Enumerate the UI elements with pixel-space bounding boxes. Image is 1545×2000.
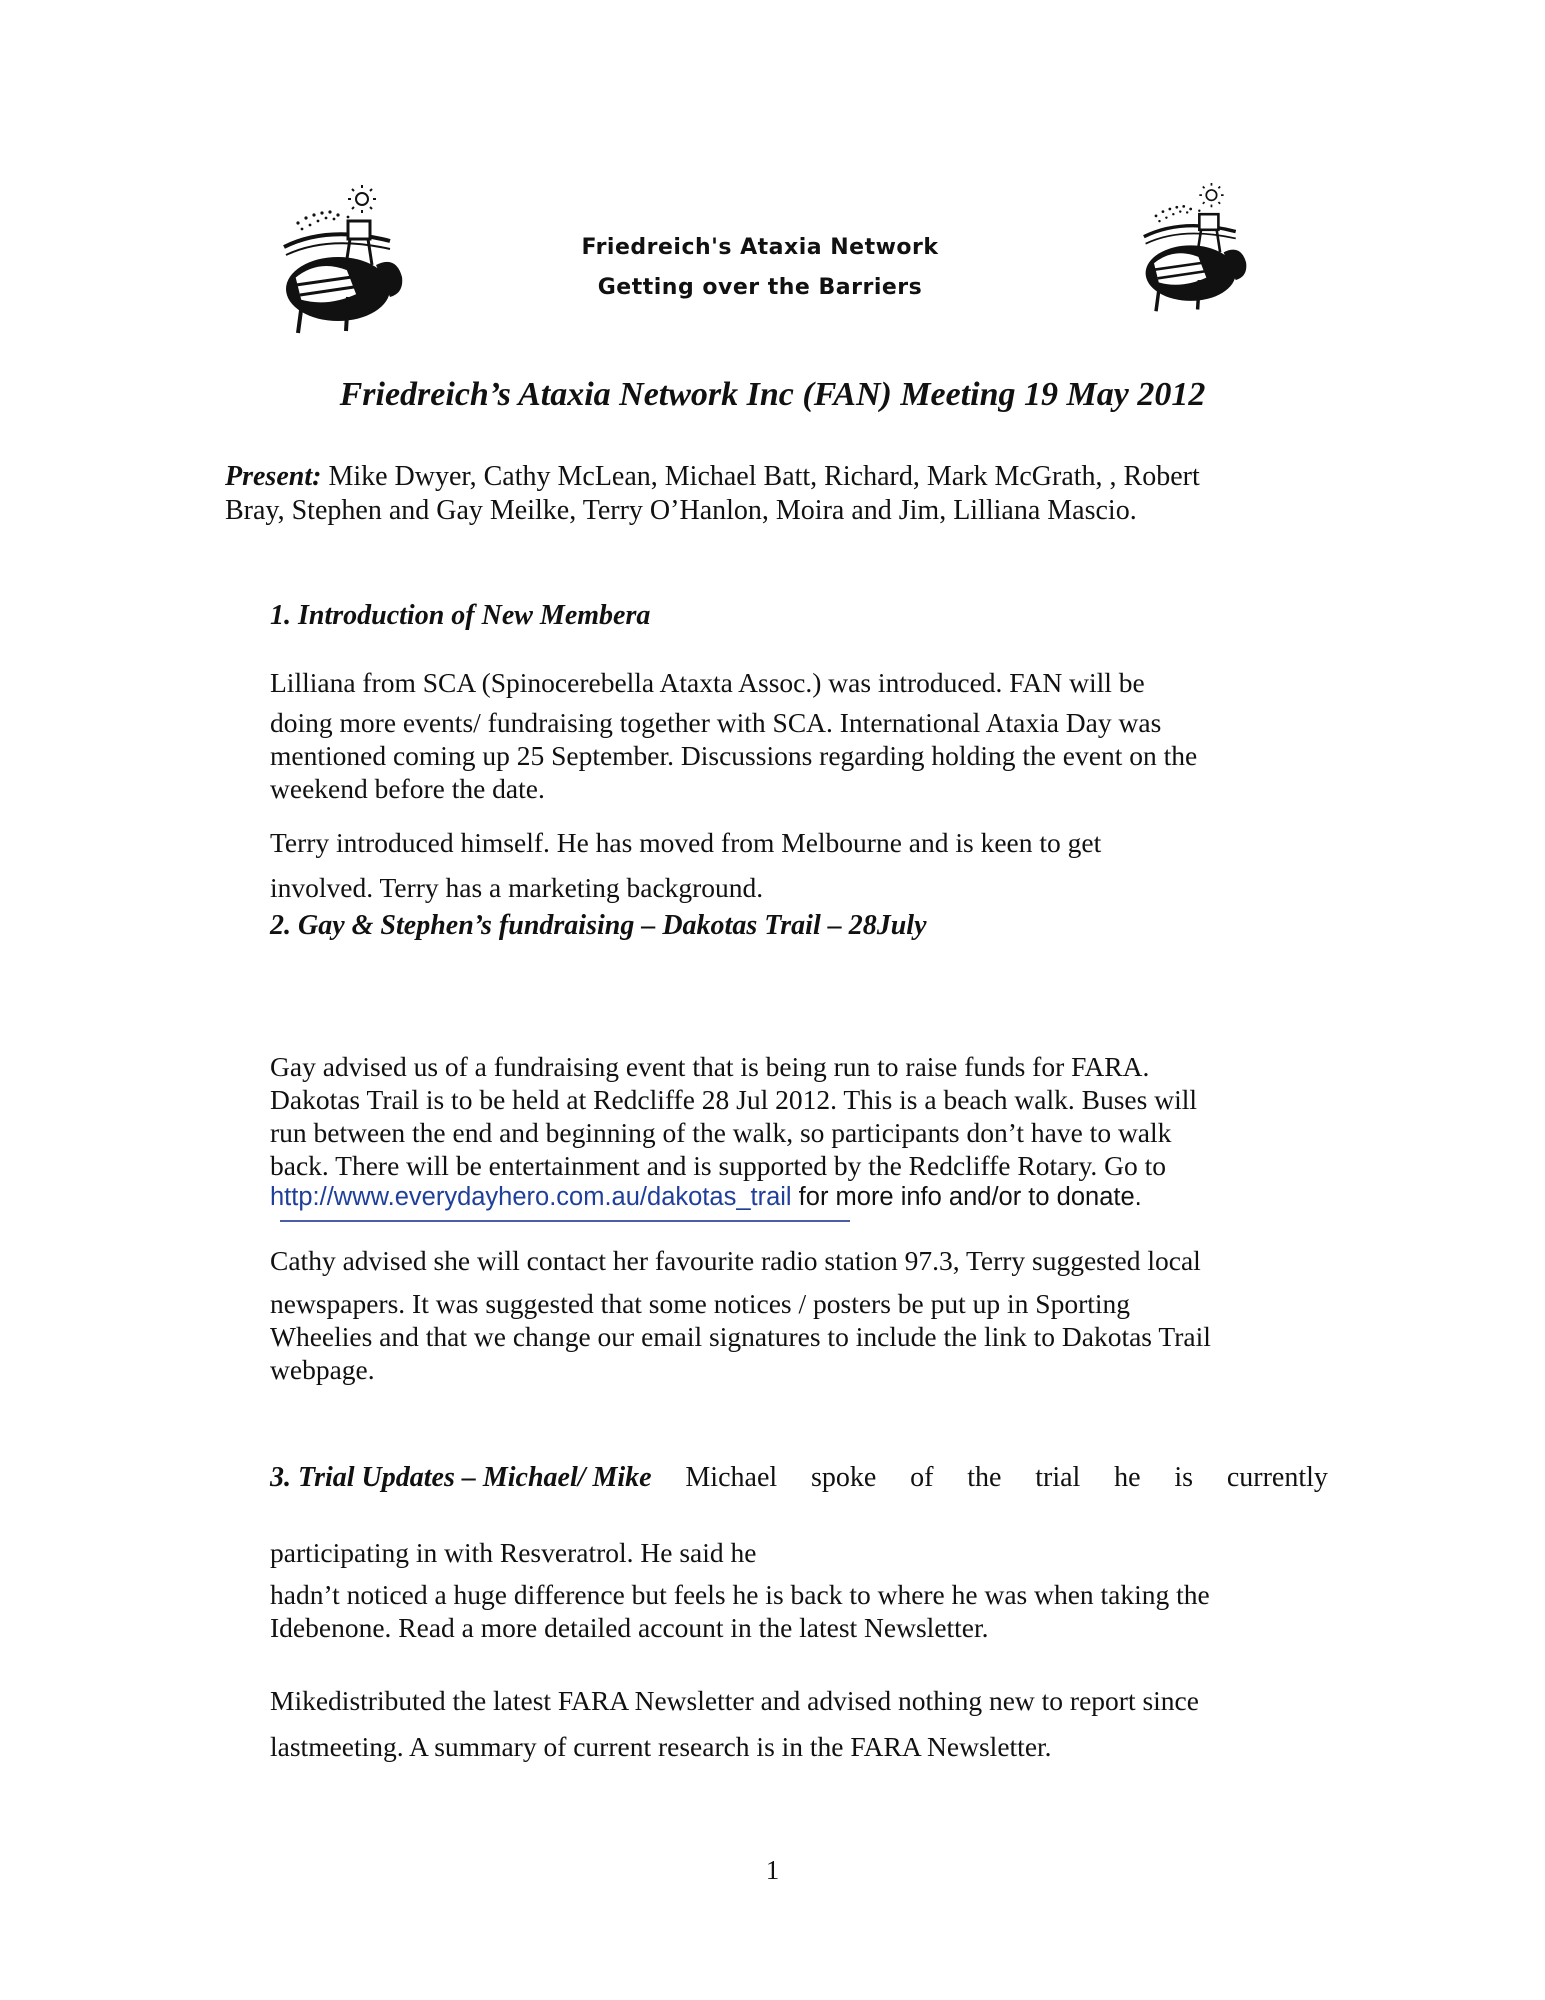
donation-link-line <box>270 1183 1142 1212</box>
text-line: webpage. <box>270 1354 375 1385</box>
word: is <box>1174 1462 1194 1493</box>
org-name: Friedreich's Ataxia Network <box>581 235 939 260</box>
section-1-paragraph-1 <box>270 666 1197 805</box>
text-line: involved. Terry has a marketing background. <box>270 872 764 903</box>
page-number: 1 <box>765 1855 780 1885</box>
page-title: Friedreich’s Ataxia Network Inc (FAN) Meeting 19 May 2012 <box>339 376 1206 413</box>
text-line: Cathy advised she will contact her favourite radio station 97.3, Terry suggested local <box>270 1245 1201 1276</box>
text-line: hadn’t noticed a huge difference but feels he is back to where he was when taking the <box>270 1579 1210 1610</box>
section-2-paragraph-1 <box>270 1050 1197 1182</box>
network-header <box>540 228 980 308</box>
org-tagline: Getting over the Barriers <box>597 275 923 300</box>
text-line: Mikedistributed the latest FARA Newsletter and advised nothing new to report since <box>270 1685 1199 1716</box>
text-line: Dakotas Trail is to be held at Redcliffe 28 Jul 2012. This is a beach walk. Buses will <box>270 1084 1197 1115</box>
present-label: Present: <box>225 461 322 492</box>
network-logo-right <box>1130 183 1260 313</box>
link-underline <box>280 1220 850 1222</box>
text-line: run between the end and beginning of the walk, so participants don’t have to walk <box>270 1117 1172 1148</box>
text-line: lastmeeting. A summary of current research is in the FARA Newsletter. <box>270 1731 1052 1762</box>
text-line: back. There will be entertainment and is supported by the Redcliffe Rotary. Go to <box>270 1150 1167 1181</box>
present-block <box>225 460 1200 528</box>
word: of <box>910 1462 934 1493</box>
present-line-2: Bray, Stephen and Gay Meilke, Terry O’Hanlon, Moira and Jim, Lilliana Mascio. <box>225 495 1137 526</box>
section-1-heading: 1. Introduction of New Membera <box>270 600 651 631</box>
section-3-heading: 3. Trial Updates – Michael/ Mike <box>270 1462 652 1493</box>
section-3-paragraph-1 <box>270 1536 1210 1644</box>
dakotas-trail-link[interactable]: http://www.everydayhero.com.au/dakotas_trail <box>270 1183 792 1211</box>
text-line: Idebenone. Read a more detailed account in the latest Newsletter. <box>270 1612 989 1643</box>
section-2-heading: 2. Gay & Stephen’s fundraising – Dakotas Trail – 28July <box>270 910 927 941</box>
text-line: Wheelies and that we change our email signatures to include the link to Dakotas Trail <box>270 1321 1211 1352</box>
section-3-paragraph-2 <box>270 1678 1199 1770</box>
text-line: weekend before the date. <box>270 773 545 804</box>
text-line: Gay advised us of a fundraising event that is being run to raise funds for FARA. <box>270 1051 1150 1082</box>
text-line: participating in with Resveratrol. He said he <box>270 1537 757 1568</box>
word: spoke <box>810 1462 877 1493</box>
word: he <box>1114 1462 1141 1493</box>
present-line-1: Mike Dwyer, Cathy McLean, Michael Batt, Richard, Mark McGrath, , Robert <box>328 461 1200 492</box>
section-2-paragraph-2 <box>270 1244 1211 1386</box>
network-logo-left <box>278 185 408 335</box>
section-1-paragraph-2 <box>270 820 1101 910</box>
section-3-first-line <box>270 1462 1328 1494</box>
text-line: Lilliana from SCA (Spinocerebella Ataxta Assoc.) was introduced. FAN will be <box>270 667 1145 698</box>
word: trial <box>1035 1462 1081 1493</box>
link-suffix: for more info and/or to donate. <box>791 1183 1142 1211</box>
word: Michael <box>685 1462 778 1493</box>
word: currently <box>1226 1462 1328 1493</box>
text-line: mentioned coming up 25 September. Discussions regarding holding the event on the <box>270 740 1198 771</box>
text-line: doing more events/ fundraising together with SCA. International Ataxia Day was <box>270 707 1162 738</box>
word: the <box>967 1462 1002 1493</box>
text-line: newspapers. It was suggested that some notices / posters be put up in Sporting <box>270 1288 1131 1319</box>
text-line: Terry introduced himself. He has moved from Melbourne and is keen to get <box>270 827 1102 858</box>
